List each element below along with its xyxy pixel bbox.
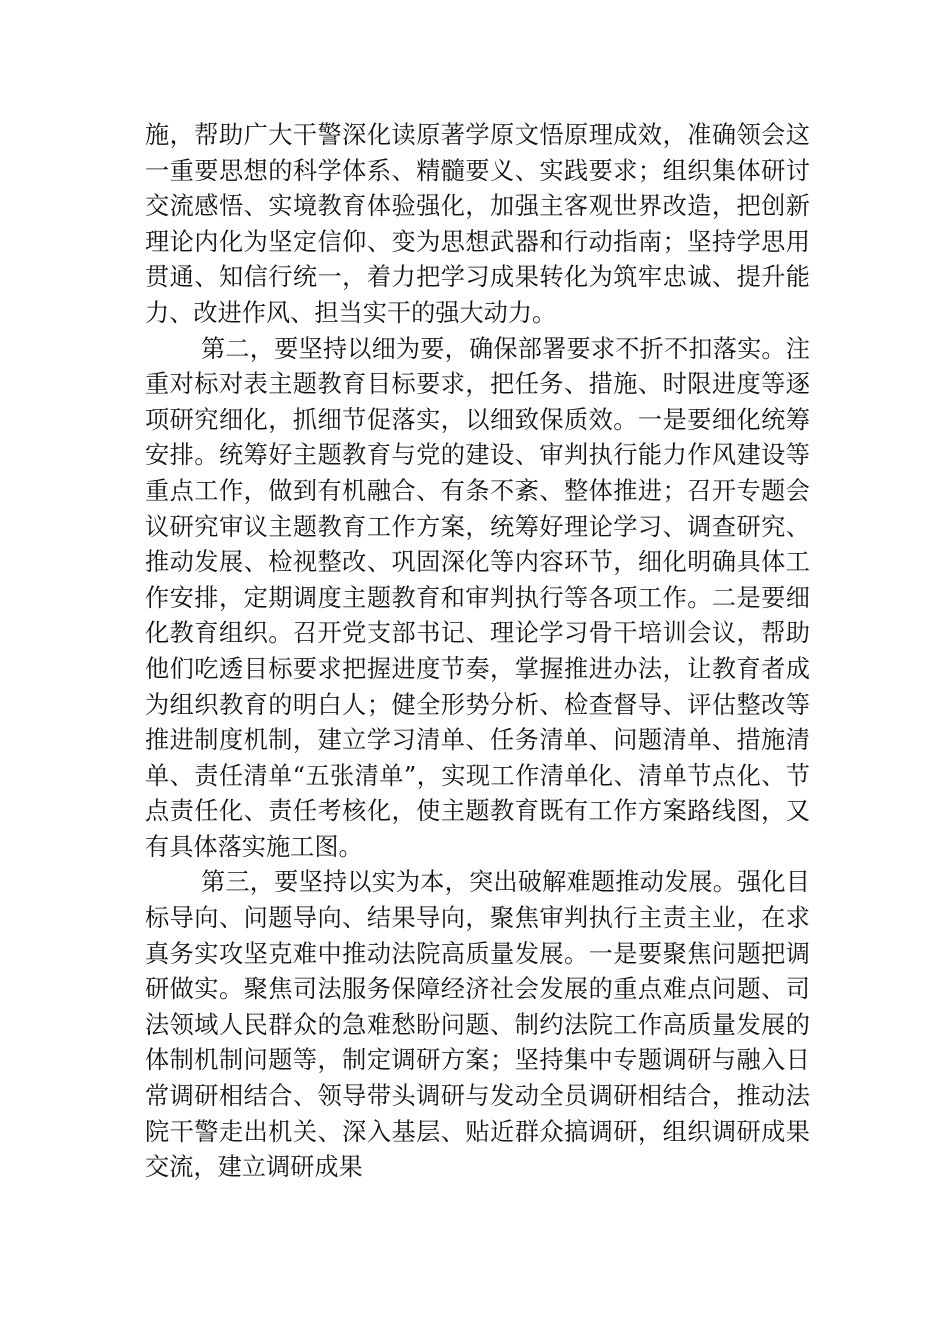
paragraph-third-point: 第三，要坚持以实为本，突出破解难题推动发展。强化目标导向、问题导向、结果导向，聚焦审判执行主责主业，在求真务实攻坚克难中推动法院高质量发展。一是要聚焦问题把调研做实。聚焦司法服务保障经济社会发展的重点难点问题、司法领域人民群众的急难愁盼问题、制约法院工作高质量发展的体制机制问题等，制定调研方案；坚持集中专题调研与融入日常调研相结合、领导带头调研与发动全员调研相结合，推动法院干警走出机关、深入基层、贴近群众搞调研，组织调研成果交流，建立调研成果 [145, 868, 810, 1182]
document-body [145, 118, 810, 1186]
paragraph-second-point: 第二，要坚持以细为要，确保部署要求不折不扣落实。注重对标对表主题教育目标要求，把任务、措施、时限进度等逐项研究细化，抓细节促落实，以细致保质效。一是要细化统筹安排。统筹好主题教育与党的建设、审判执行能力作风建设等重点工作，做到有机融合、有条不紊、整体推进；召开专题会议研究审议主题教育工作方案，统筹好理论学习、调查研究、推动发展、检视整改、巩固深化等内容环节，细化明确具体工作安排，定期调度主题教育和审判执行等各项工作。二是要细化教育组织。召开党支部书记、理论学习骨干培训会议，帮助他们吃透目标要求把握进度节奏，掌握推进办法，让教育者成为组织教育的明白人；健全形势分析、检查督导、评估整改等推进制度机制，建立学习清单、任务清单、问题清单、措施清单、责任清单“五张清单”，实现工作清单化、清单节点化、节点责任化、责任考核化，使主题教育既有工作方案路线图，又有具体落实施工图。 [145, 334, 810, 861]
paragraph-continued: 施，帮助广大干警深化读原著学原文悟原理成效，准确领会这一重要思想的科学体系、精髓要义、实践要求；组织集体研讨交流感悟、实境教育体验强化，加强主客观世界改造，把创新理论内化为坚定信仰、变为思想武器和行动指南；坚持学思用贯通、知信行统一，着力把学习成果转化为筑牢忠诚、提升能力、改进作风、担当实干的强大动力。 [145, 121, 810, 327]
